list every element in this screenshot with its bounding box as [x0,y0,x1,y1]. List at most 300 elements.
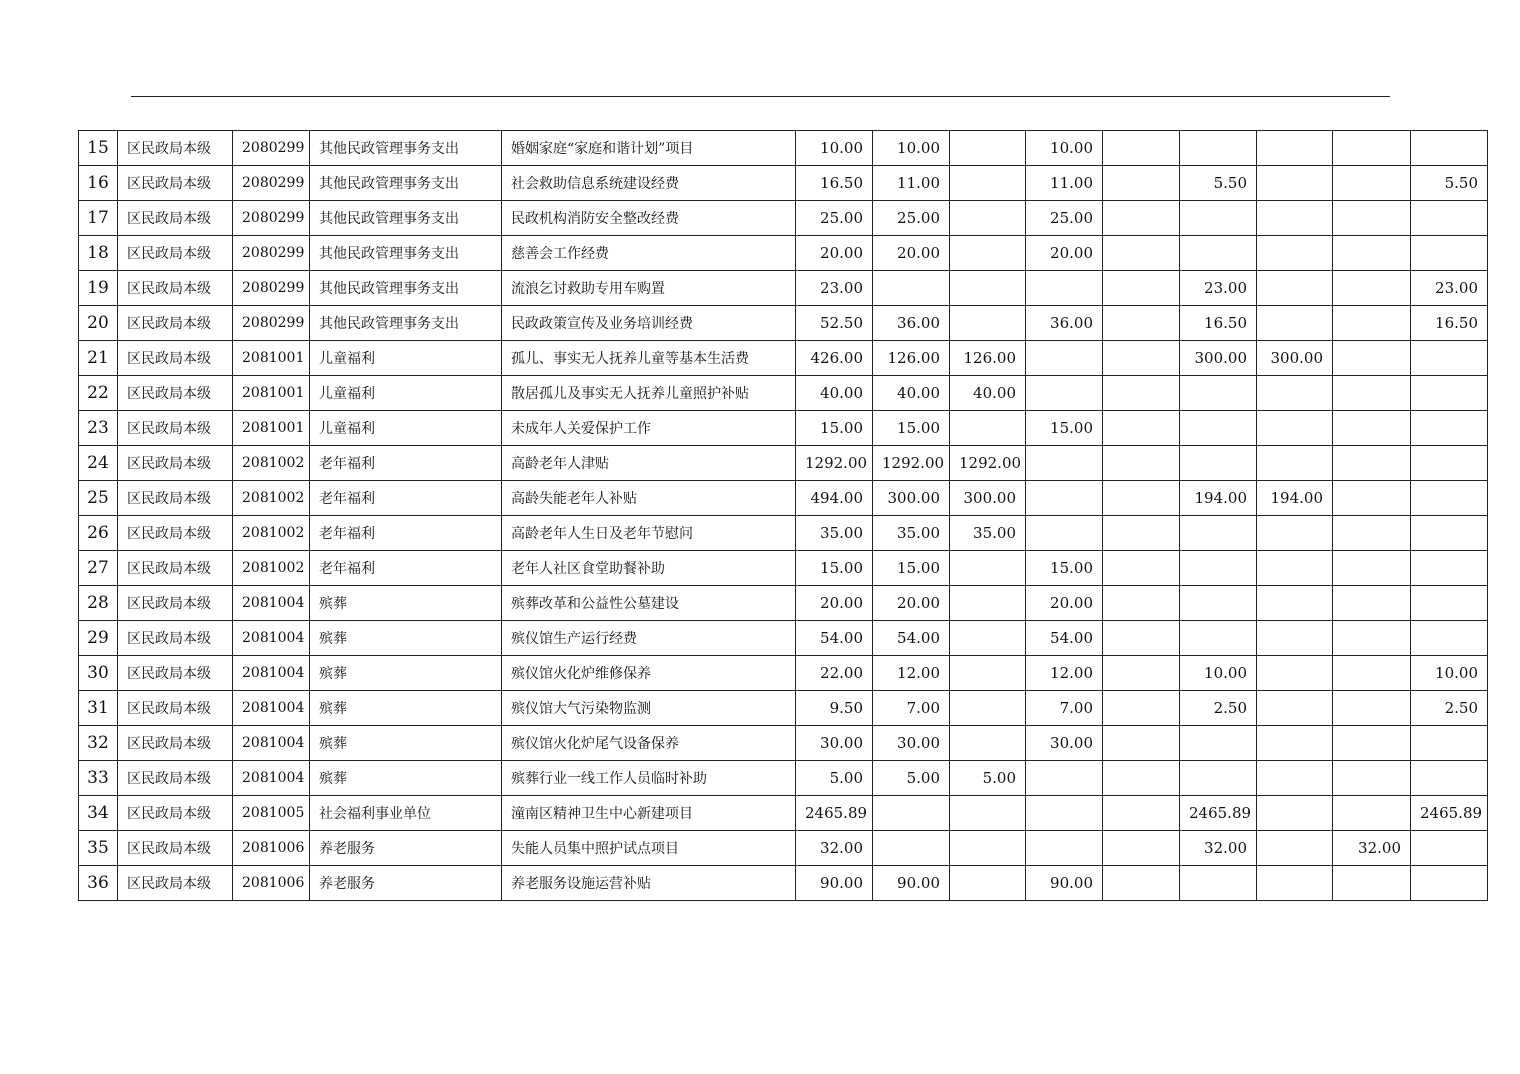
amount-col-8-cell [950,551,1026,586]
amount-col-8-cell [950,411,1026,446]
amount-col-13-cell [1333,481,1411,516]
amount-col-13-cell [1333,201,1411,236]
row-number-cell: 33 [79,761,118,796]
amount-col-12-cell [1257,201,1333,236]
amount-col-14-cell: 5.50 [1411,166,1488,201]
subject-name-cell: 殡葬 [310,621,502,656]
amount-col-8-cell [950,691,1026,726]
table-row [79,376,1488,411]
amount-col-12-cell [1257,866,1333,901]
amount-col-9-cell [1026,831,1103,866]
amount-col-14-cell [1411,726,1488,761]
total-amount-cell: 40.00 [796,376,873,411]
table-row [79,271,1488,306]
amount-col-8-cell [950,831,1026,866]
amount-col-11-cell [1180,236,1257,271]
project-name-cell: 婚姻家庭“家庭和谐计划”项目 [502,131,796,166]
amount-col-13-cell [1333,516,1411,551]
amount-col-10-cell [1103,306,1180,341]
subject-name-cell: 殡葬 [310,656,502,691]
project-name-cell: 散居孤儿及事实无人抚养儿童照护补贴 [502,376,796,411]
amount-col-7-cell [873,271,950,306]
amount-col-13-cell [1333,166,1411,201]
total-amount-cell: 494.00 [796,481,873,516]
project-name-cell: 慈善会工作经费 [502,236,796,271]
row-number-cell: 36 [79,866,118,901]
amount-col-8-cell [950,131,1026,166]
unit-name-cell: 区民政局本级 [118,516,233,551]
amount-col-8-cell: 300.00 [950,481,1026,516]
amount-col-13-cell [1333,551,1411,586]
amount-col-8-cell [950,796,1026,831]
subject-code-cell: 2081006 [233,866,310,901]
amount-col-8-cell [950,586,1026,621]
amount-col-7-cell: 20.00 [873,236,950,271]
amount-col-9-cell [1026,376,1103,411]
amount-col-9-cell: 30.00 [1026,726,1103,761]
amount-col-11-cell: 32.00 [1180,831,1257,866]
amount-col-14-cell [1411,866,1488,901]
unit-name-cell: 区民政局本级 [118,201,233,236]
table-row [79,831,1488,866]
subject-name-cell: 老年福利 [310,481,502,516]
project-name-cell: 未成年人关爱保护工作 [502,411,796,446]
amount-col-11-cell [1180,376,1257,411]
amount-col-10-cell [1103,236,1180,271]
project-name-cell: 潼南区精神卫生中心新建项目 [502,796,796,831]
subject-code-cell: 2081004 [233,726,310,761]
amount-col-12-cell [1257,411,1333,446]
subject-code-cell: 2081004 [233,656,310,691]
amount-col-8-cell [950,621,1026,656]
subject-code-cell: 2080299 [233,306,310,341]
project-name-cell: 民政政策宣传及业务培训经费 [502,306,796,341]
unit-name-cell: 区民政局本级 [118,761,233,796]
amount-col-7-cell [873,831,950,866]
amount-col-7-cell: 7.00 [873,691,950,726]
subject-code-cell: 2081005 [233,796,310,831]
amount-col-10-cell [1103,376,1180,411]
total-amount-cell: 90.00 [796,866,873,901]
table-row [79,796,1488,831]
unit-name-cell: 区民政局本级 [118,166,233,201]
subject-name-cell: 其他民政管理事务支出 [310,306,502,341]
amount-col-13-cell [1333,726,1411,761]
table-row [79,516,1488,551]
total-amount-cell: 20.00 [796,236,873,271]
table-row [79,656,1488,691]
total-amount-cell: 426.00 [796,341,873,376]
subject-code-cell: 2081002 [233,446,310,481]
subject-name-cell: 老年福利 [310,446,502,481]
subject-name-cell: 殡葬 [310,761,502,796]
subject-name-cell: 殡葬 [310,586,502,621]
amount-col-13-cell [1333,236,1411,271]
unit-name-cell: 区民政局本级 [118,271,233,306]
subject-code-cell: 2081002 [233,481,310,516]
amount-col-13-cell [1333,446,1411,481]
subject-name-cell: 其他民政管理事务支出 [310,236,502,271]
subject-code-cell: 2080299 [233,166,310,201]
unit-name-cell: 区民政局本级 [118,306,233,341]
subject-name-cell: 殡葬 [310,691,502,726]
project-name-cell: 老年人社区食堂助餐补助 [502,551,796,586]
project-name-cell: 社会救助信息系统建设经费 [502,166,796,201]
unit-name-cell: 区民政局本级 [118,831,233,866]
amount-col-9-cell [1026,516,1103,551]
unit-name-cell: 区民政局本级 [118,551,233,586]
row-number-cell: 29 [79,621,118,656]
subject-name-cell: 养老服务 [310,831,502,866]
amount-col-7-cell: 40.00 [873,376,950,411]
amount-col-13-cell [1333,656,1411,691]
amount-col-7-cell: 36.00 [873,306,950,341]
subject-code-cell: 2081002 [233,516,310,551]
amount-col-10-cell [1103,516,1180,551]
amount-col-7-cell: 10.00 [873,131,950,166]
project-name-cell: 流浪乞讨救助专用车购置 [502,271,796,306]
amount-col-10-cell [1103,481,1180,516]
unit-name-cell: 区民政局本级 [118,586,233,621]
subject-name-cell: 殡葬 [310,726,502,761]
amount-col-8-cell: 1292.00 [950,446,1026,481]
amount-col-10-cell [1103,691,1180,726]
total-amount-cell: 5.00 [796,761,873,796]
total-amount-cell: 54.00 [796,621,873,656]
unit-name-cell: 区民政局本级 [118,481,233,516]
amount-col-9-cell: 90.00 [1026,866,1103,901]
subject-code-cell: 2081001 [233,411,310,446]
table-row [79,481,1488,516]
amount-col-14-cell: 2.50 [1411,691,1488,726]
amount-col-11-cell [1180,516,1257,551]
amount-col-9-cell: 11.00 [1026,166,1103,201]
amount-col-10-cell [1103,131,1180,166]
table-row [79,691,1488,726]
subject-code-cell: 2080299 [233,131,310,166]
table-row [79,166,1488,201]
table-row [79,726,1488,761]
amount-col-8-cell [950,271,1026,306]
total-amount-cell: 15.00 [796,551,873,586]
subject-name-cell: 儿童福利 [310,411,502,446]
subject-code-cell: 2081001 [233,376,310,411]
amount-col-12-cell [1257,586,1333,621]
amount-col-12-cell [1257,271,1333,306]
amount-col-11-cell: 2465.89 [1180,796,1257,831]
total-amount-cell: 1292.00 [796,446,873,481]
table-row [79,621,1488,656]
amount-col-9-cell [1026,341,1103,376]
subject-code-cell: 2080299 [233,201,310,236]
amount-col-8-cell: 5.00 [950,761,1026,796]
amount-col-8-cell [950,201,1026,236]
subject-name-cell: 其他民政管理事务支出 [310,201,502,236]
table-row [79,201,1488,236]
project-name-cell: 殡葬行业一线工作人员临时补助 [502,761,796,796]
amount-col-11-cell [1180,866,1257,901]
amount-col-10-cell [1103,341,1180,376]
amount-col-12-cell [1257,656,1333,691]
project-name-cell: 高龄失能老年人补贴 [502,481,796,516]
amount-col-7-cell: 54.00 [873,621,950,656]
subject-code-cell: 2081006 [233,831,310,866]
amount-col-13-cell [1333,761,1411,796]
unit-name-cell: 区民政局本级 [118,411,233,446]
amount-col-14-cell [1411,516,1488,551]
amount-col-14-cell [1411,586,1488,621]
amount-col-14-cell: 10.00 [1411,656,1488,691]
total-amount-cell: 30.00 [796,726,873,761]
amount-col-14-cell [1411,761,1488,796]
subject-code-cell: 2081004 [233,586,310,621]
amount-col-9-cell: 54.00 [1026,621,1103,656]
subject-code-cell: 2081001 [233,341,310,376]
table-row [79,411,1488,446]
amount-col-7-cell: 126.00 [873,341,950,376]
amount-col-11-cell: 300.00 [1180,341,1257,376]
amount-col-14-cell: 2465.89 [1411,796,1488,831]
amount-col-13-cell [1333,866,1411,901]
project-name-cell: 殡仪馆火化炉尾气设备保养 [502,726,796,761]
amount-col-10-cell [1103,831,1180,866]
unit-name-cell: 区民政局本级 [118,621,233,656]
unit-name-cell: 区民政局本级 [118,796,233,831]
table-row [79,551,1488,586]
amount-col-13-cell [1333,306,1411,341]
amount-col-9-cell [1026,761,1103,796]
amount-col-10-cell [1103,656,1180,691]
total-amount-cell: 20.00 [796,586,873,621]
amount-col-12-cell [1257,726,1333,761]
row-number-cell: 20 [79,306,118,341]
amount-col-10-cell [1103,271,1180,306]
amount-col-12-cell [1257,131,1333,166]
subject-name-cell: 老年福利 [310,516,502,551]
subject-name-cell: 其他民政管理事务支出 [310,166,502,201]
amount-col-10-cell [1103,586,1180,621]
amount-col-13-cell [1333,341,1411,376]
amount-col-14-cell [1411,551,1488,586]
unit-name-cell: 区民政局本级 [118,236,233,271]
row-number-cell: 32 [79,726,118,761]
subject-code-cell: 2080299 [233,236,310,271]
amount-col-7-cell: 11.00 [873,166,950,201]
amount-col-9-cell: 15.00 [1026,551,1103,586]
total-amount-cell: 23.00 [796,271,873,306]
amount-col-7-cell: 35.00 [873,516,950,551]
amount-col-11-cell: 23.00 [1180,271,1257,306]
amount-col-10-cell [1103,761,1180,796]
amount-col-11-cell [1180,446,1257,481]
amount-col-9-cell: 20.00 [1026,236,1103,271]
project-name-cell: 孤儿、事实无人抚养儿童等基本生活费 [502,341,796,376]
amount-col-14-cell [1411,131,1488,166]
table-row [79,341,1488,376]
amount-col-9-cell [1026,446,1103,481]
row-number-cell: 28 [79,586,118,621]
total-amount-cell: 25.00 [796,201,873,236]
amount-col-11-cell [1180,551,1257,586]
subject-code-cell: 2081002 [233,551,310,586]
table-body [79,131,1488,901]
total-amount-cell: 16.50 [796,166,873,201]
amount-col-8-cell [950,866,1026,901]
project-name-cell: 殡葬改革和公益性公墓建设 [502,586,796,621]
project-name-cell: 殡仪馆生产运行经费 [502,621,796,656]
row-number-cell: 23 [79,411,118,446]
amount-col-11-cell [1180,586,1257,621]
amount-col-12-cell [1257,761,1333,796]
amount-col-11-cell [1180,726,1257,761]
amount-col-7-cell [873,796,950,831]
amount-col-7-cell: 5.00 [873,761,950,796]
table-row [79,306,1488,341]
amount-col-13-cell [1333,796,1411,831]
amount-col-9-cell: 10.00 [1026,131,1103,166]
amount-col-12-cell [1257,166,1333,201]
subject-name-cell: 养老服务 [310,866,502,901]
subject-name-cell: 儿童福利 [310,376,502,411]
amount-col-7-cell: 300.00 [873,481,950,516]
amount-col-10-cell [1103,866,1180,901]
unit-name-cell: 区民政局本级 [118,376,233,411]
amount-col-8-cell [950,656,1026,691]
table-row [79,761,1488,796]
amount-col-10-cell [1103,796,1180,831]
amount-col-9-cell [1026,796,1103,831]
amount-col-14-cell [1411,621,1488,656]
amount-col-8-cell [950,306,1026,341]
row-number-cell: 25 [79,481,118,516]
amount-col-14-cell [1411,341,1488,376]
amount-col-14-cell [1411,831,1488,866]
amount-col-11-cell [1180,621,1257,656]
amount-col-10-cell [1103,166,1180,201]
row-number-cell: 19 [79,271,118,306]
amount-col-9-cell: 20.00 [1026,586,1103,621]
table-row [79,131,1488,166]
table-row [79,586,1488,621]
subject-name-cell: 老年福利 [310,551,502,586]
total-amount-cell: 52.50 [796,306,873,341]
project-name-cell: 民政机构消防安全整改经费 [502,201,796,236]
amount-col-8-cell: 40.00 [950,376,1026,411]
amount-col-9-cell [1026,271,1103,306]
amount-col-9-cell: 7.00 [1026,691,1103,726]
project-name-cell: 养老服务设施运营补贴 [502,866,796,901]
amount-col-11-cell: 16.50 [1180,306,1257,341]
row-number-cell: 27 [79,551,118,586]
amount-col-9-cell: 12.00 [1026,656,1103,691]
amount-col-14-cell [1411,481,1488,516]
amount-col-11-cell [1180,131,1257,166]
row-number-cell: 21 [79,341,118,376]
header-rule [131,96,1390,97]
amount-col-10-cell [1103,621,1180,656]
table-row [79,866,1488,901]
amount-col-9-cell: 36.00 [1026,306,1103,341]
amount-col-8-cell: 126.00 [950,341,1026,376]
project-name-cell: 失能人员集中照护试点项目 [502,831,796,866]
amount-col-14-cell: 23.00 [1411,271,1488,306]
amount-col-12-cell [1257,831,1333,866]
total-amount-cell: 35.00 [796,516,873,551]
unit-name-cell: 区民政局本级 [118,656,233,691]
budget-table [78,130,1488,901]
row-number-cell: 17 [79,201,118,236]
amount-col-13-cell [1333,691,1411,726]
amount-col-8-cell: 35.00 [950,516,1026,551]
unit-name-cell: 区民政局本级 [118,446,233,481]
amount-col-11-cell: 5.50 [1180,166,1257,201]
amount-col-7-cell: 15.00 [873,551,950,586]
row-number-cell: 26 [79,516,118,551]
amount-col-13-cell [1333,271,1411,306]
amount-col-12-cell [1257,236,1333,271]
subject-name-cell: 其他民政管理事务支出 [310,131,502,166]
amount-col-7-cell: 20.00 [873,586,950,621]
amount-col-11-cell [1180,761,1257,796]
amount-col-10-cell [1103,411,1180,446]
row-number-cell: 31 [79,691,118,726]
amount-col-12-cell [1257,551,1333,586]
total-amount-cell: 2465.89 [796,796,873,831]
amount-col-11-cell: 10.00 [1180,656,1257,691]
amount-col-12-cell [1257,516,1333,551]
amount-col-10-cell [1103,201,1180,236]
amount-col-7-cell: 30.00 [873,726,950,761]
row-number-cell: 16 [79,166,118,201]
amount-col-11-cell [1180,411,1257,446]
amount-col-14-cell [1411,236,1488,271]
amount-col-10-cell [1103,551,1180,586]
total-amount-cell: 22.00 [796,656,873,691]
amount-col-14-cell [1411,446,1488,481]
row-number-cell: 18 [79,236,118,271]
subject-code-cell: 2081004 [233,761,310,796]
row-number-cell: 30 [79,656,118,691]
amount-col-7-cell: 90.00 [873,866,950,901]
amount-col-8-cell [950,236,1026,271]
amount-col-13-cell [1333,131,1411,166]
unit-name-cell: 区民政局本级 [118,691,233,726]
amount-col-14-cell: 16.50 [1411,306,1488,341]
amount-col-11-cell: 2.50 [1180,691,1257,726]
subject-name-cell: 其他民政管理事务支出 [310,271,502,306]
amount-col-14-cell [1411,376,1488,411]
total-amount-cell: 10.00 [796,131,873,166]
amount-col-11-cell: 194.00 [1180,481,1257,516]
table-row [79,236,1488,271]
amount-col-13-cell [1333,411,1411,446]
unit-name-cell: 区民政局本级 [118,866,233,901]
amount-col-7-cell: 25.00 [873,201,950,236]
amount-col-13-cell [1333,376,1411,411]
amount-col-7-cell: 15.00 [873,411,950,446]
amount-col-14-cell [1411,411,1488,446]
total-amount-cell: 32.00 [796,831,873,866]
amount-col-8-cell [950,166,1026,201]
total-amount-cell: 15.00 [796,411,873,446]
row-number-cell: 34 [79,796,118,831]
unit-name-cell: 区民政局本级 [118,341,233,376]
amount-col-11-cell [1180,201,1257,236]
amount-col-14-cell [1411,201,1488,236]
total-amount-cell: 9.50 [796,691,873,726]
amount-col-12-cell [1257,691,1333,726]
table-row [79,446,1488,481]
